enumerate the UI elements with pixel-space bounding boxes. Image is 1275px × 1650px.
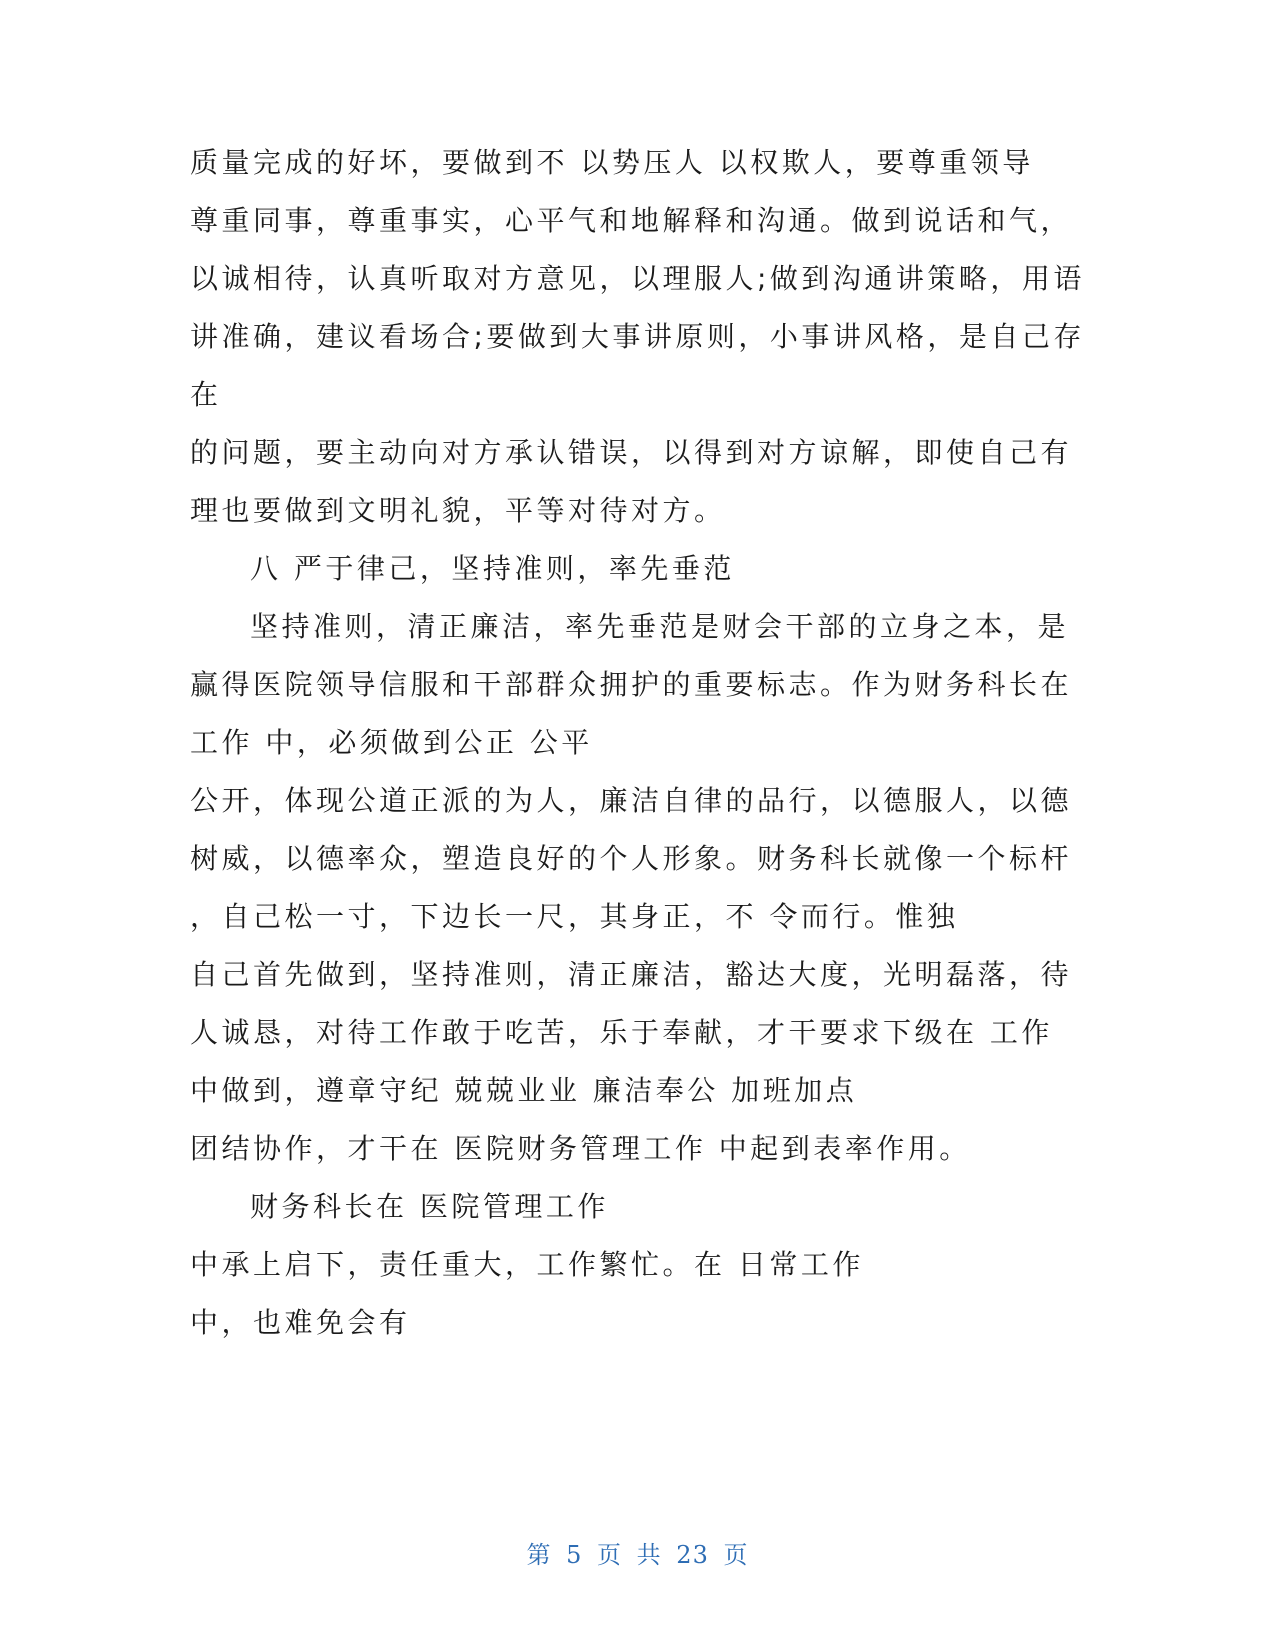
text-line: 理也要做到文明礼貌，平等对待对方。 bbox=[190, 494, 726, 527]
text-line: 中，也难免会有 bbox=[190, 1306, 411, 1339]
text-line: 中做到，遵章守纪 兢兢业业 廉洁奉公 加班加点 bbox=[190, 1074, 858, 1107]
text-line: 团结协作，才干在 医院财务管理工作 中起到表率作用。 bbox=[190, 1132, 971, 1165]
text-line: 坚持准则，清正廉洁，率先垂范是财会干部的立身之本，是 bbox=[250, 610, 1070, 643]
text-line: 质量完成的好坏，要做到不 以势压人 以权欺人，要尊重领导 bbox=[190, 146, 1034, 179]
text-line: 尊重同事，尊重事实，心平气和地解释和沟通。做到说话和气， bbox=[190, 204, 1073, 237]
text-line: 自己首先做到，坚持准则，清正廉洁，豁达大度，光明磊落，待 bbox=[190, 958, 1073, 991]
text-line: ，自己松一寸，下边长一尺，其身正，不 令而行。惟独 bbox=[190, 900, 959, 933]
text-line: 赢得医院领导信服和干部群众拥护的重要标志。作为财务科长在 bbox=[190, 668, 1073, 701]
page-number-footer: 第 5 页 共 23 页 bbox=[526, 1541, 749, 1569]
text-line: 工作 中，必须做到公正 公平 bbox=[190, 726, 593, 759]
section-heading: 八 严于律己，坚持准则，率先垂范 bbox=[250, 552, 735, 585]
text-line: 中承上启下，责任重大，工作繁忙。在 日常工作 bbox=[190, 1248, 864, 1281]
text-line: 财务科长在 医院管理工作 bbox=[250, 1190, 609, 1223]
text-line: 人诚恳，对待工作敢于吃苦，乐于奉献，才干要求下级在 工作 bbox=[190, 1016, 1053, 1049]
text-line: 的问题，要主动向对方承认错误，以得到对方谅解，即使自己有 bbox=[190, 436, 1073, 469]
text-line: 在 bbox=[190, 378, 222, 411]
text-line: 讲准确，建议看场合;要做到大事讲原则，小事讲风格，是自己存 bbox=[190, 320, 1085, 353]
text-line: 树威，以德率众，塑造良好的个人形象。财务科长就像一个标杆 bbox=[190, 842, 1073, 875]
text-line: 以诚相待，认真听取对方意见，以理服人;做到沟通讲策略，用语 bbox=[190, 262, 1085, 295]
text-line: 公开，体现公道正派的为人，廉洁自律的品行，以德服人，以德 bbox=[190, 784, 1073, 817]
